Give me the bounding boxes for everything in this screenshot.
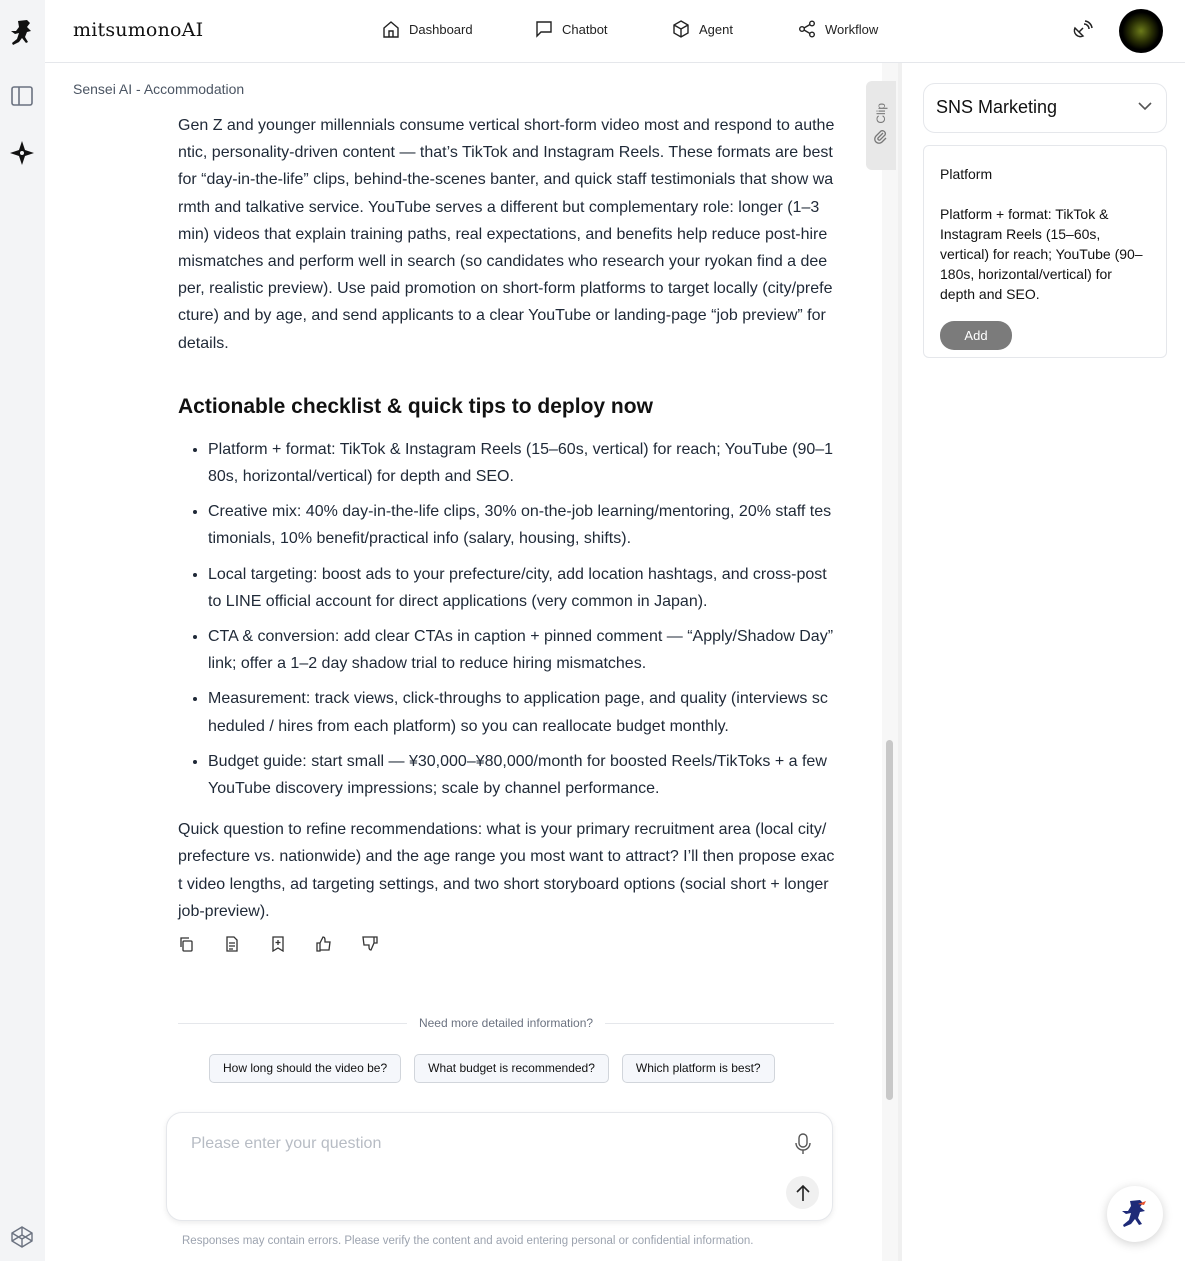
cube-icon xyxy=(672,20,690,38)
checklist-item: • Measurement: track views, click-throughs to application page, and quality (interviews scheduled / hires from each platform) so you can reallocate budget monthly. xyxy=(208,685,835,739)
suggestion-chip[interactable]: What budget is recommended? xyxy=(414,1054,609,1083)
nav-chatbot[interactable] xyxy=(535,20,608,38)
thumbs-up-icon[interactable] xyxy=(316,936,332,952)
suggestion-chip[interactable]: How long should the video be? xyxy=(209,1054,401,1083)
clip-label: Clip xyxy=(874,103,888,124)
clip-tab[interactable] xyxy=(866,81,896,170)
message-heading: Actionable checklist & quick tips to deploy now xyxy=(178,394,653,418)
arrow-up-icon xyxy=(795,1184,811,1202)
thumbs-down-icon[interactable] xyxy=(362,936,378,952)
bookmark-add-icon[interactable] xyxy=(270,936,286,952)
ninja-mascot-icon xyxy=(1118,1197,1152,1231)
nav-label: Dashboard xyxy=(409,21,473,37)
microphone-icon[interactable] xyxy=(794,1133,812,1155)
suggestion-chip[interactable]: Which platform is best? xyxy=(622,1054,775,1083)
note-body: Platform + format: TikTok & Instagram Reels (15–60s, vertical) for reach; YouTube (90–180s, horizontal/vertical) for depth and SEO. xyxy=(940,206,1143,302)
chat-input-box xyxy=(166,1112,833,1221)
message-closing: Quick question to refine recommendations: what is your primary recruitment area (local city/prefecture vs. nationwide) and the age range you most want to attract? I’ll then propose exact video lengths, ad targeting settings, and two short storyboard options (social short + longer job-preview). xyxy=(178,821,835,920)
checklist-item: • CTA & conversion: add clear CTAs in caption + pinned comment — “Apply/Shadow Day” link; offer a 1–2 day shadow trial to reduce hiring mismatches. xyxy=(208,623,835,677)
message-intro: Gen Z and younger millennials consume vertical short-form video most and respond to authentic, personality-driven content — that’s TikTok and Instagram Reels. These formats are best for “day-in-the-life” clips, behind-the-scenes banter, and quick staff testimonials that show warmth and talkative service. YouTube serves a different but complementary role: longer (1–3 min) videos that explain training paths, real expectations, and benefits help reduce post-hire mismatches and perform well in search (so candidates who research your ryokan find a deeper, realistic preview). Use paid promotion on short-form platforms to target locally (city/prefecture) and by age, and send applicants to a clear YouTube or landing-page “job preview” for details. xyxy=(178,117,835,352)
disclaimer: Responses may contain errors. Please verify the content and avoid entering personal or confidential information. xyxy=(182,1235,754,1247)
codepen-icon[interactable] xyxy=(8,1223,36,1251)
nav-label: Agent xyxy=(699,21,733,37)
checklist-item: • Creative mix: 40% day-in-the-life clips, 30% on-the-job learning/mentoring, 20% staff testimonials, 10% benefit/practical info (salary, housing, shifts). xyxy=(208,498,835,552)
home-icon xyxy=(382,20,400,38)
select-value: SNS Marketing xyxy=(936,97,1058,117)
left-sidebar xyxy=(0,0,45,1261)
checklist-item: • Platform + format: TikTok & Instagram Reels (15–60s, vertical) for reach; YouTube (90–180s, horizontal/vertical) for depth and SEO. xyxy=(208,436,835,490)
sidebar-toggle-icon[interactable] xyxy=(8,82,36,110)
send-button[interactable] xyxy=(786,1176,819,1209)
nav-label: Workflow xyxy=(825,21,879,37)
checklist xyxy=(178,436,835,802)
chat-icon xyxy=(535,20,553,38)
nav-dashboard[interactable] xyxy=(382,20,473,38)
nav-label: Chatbot xyxy=(562,21,608,37)
checklist-item: • Budget guide: start small — ¥30,000–¥80,000/month for boosted Reels/TikToks + a few YouTube discovery impressions; scale by channel performance. xyxy=(208,748,835,802)
suggestion-chips xyxy=(209,1054,775,1083)
breadcrumb: Sensei AI - Accommodation xyxy=(73,81,245,97)
top-header xyxy=(45,0,1185,63)
nav-workflow[interactable] xyxy=(798,20,878,38)
copy-icon[interactable] xyxy=(178,936,194,952)
ninja-logo-icon[interactable] xyxy=(8,20,36,48)
user-avatar[interactable] xyxy=(1119,9,1163,53)
add-button[interactable]: Add xyxy=(940,321,1012,350)
message-actions xyxy=(178,936,378,952)
note-title: Platform xyxy=(940,166,993,182)
sparkle-icon[interactable] xyxy=(8,139,36,167)
scrollbar-thumb[interactable] xyxy=(886,740,893,1100)
checklist-item: • Local targeting: boost ads to your prefecture/city, add location hashtags, and cross-post to LINE official account for direct applications (very common in Japan). xyxy=(208,561,835,615)
document-icon[interactable] xyxy=(224,936,240,952)
followup-label: Need more detailed information? xyxy=(418,1016,594,1030)
panel-resize-handle[interactable] xyxy=(898,63,902,1261)
paperclip-icon xyxy=(874,130,888,144)
followup-divider xyxy=(178,1016,834,1030)
assistant-fab[interactable] xyxy=(1107,1186,1163,1242)
nav-agent[interactable] xyxy=(672,20,733,38)
question-input[interactable] xyxy=(191,1135,751,1153)
assistant-message xyxy=(178,112,835,925)
share-icon xyxy=(798,20,816,38)
clip-note-card[interactable] xyxy=(923,145,1167,358)
brand-name[interactable]: mitsumonoAI xyxy=(73,19,204,41)
chevron-down-icon xyxy=(1138,102,1152,111)
broadcast-icon[interactable] xyxy=(1071,20,1093,42)
category-select[interactable] xyxy=(923,83,1167,133)
